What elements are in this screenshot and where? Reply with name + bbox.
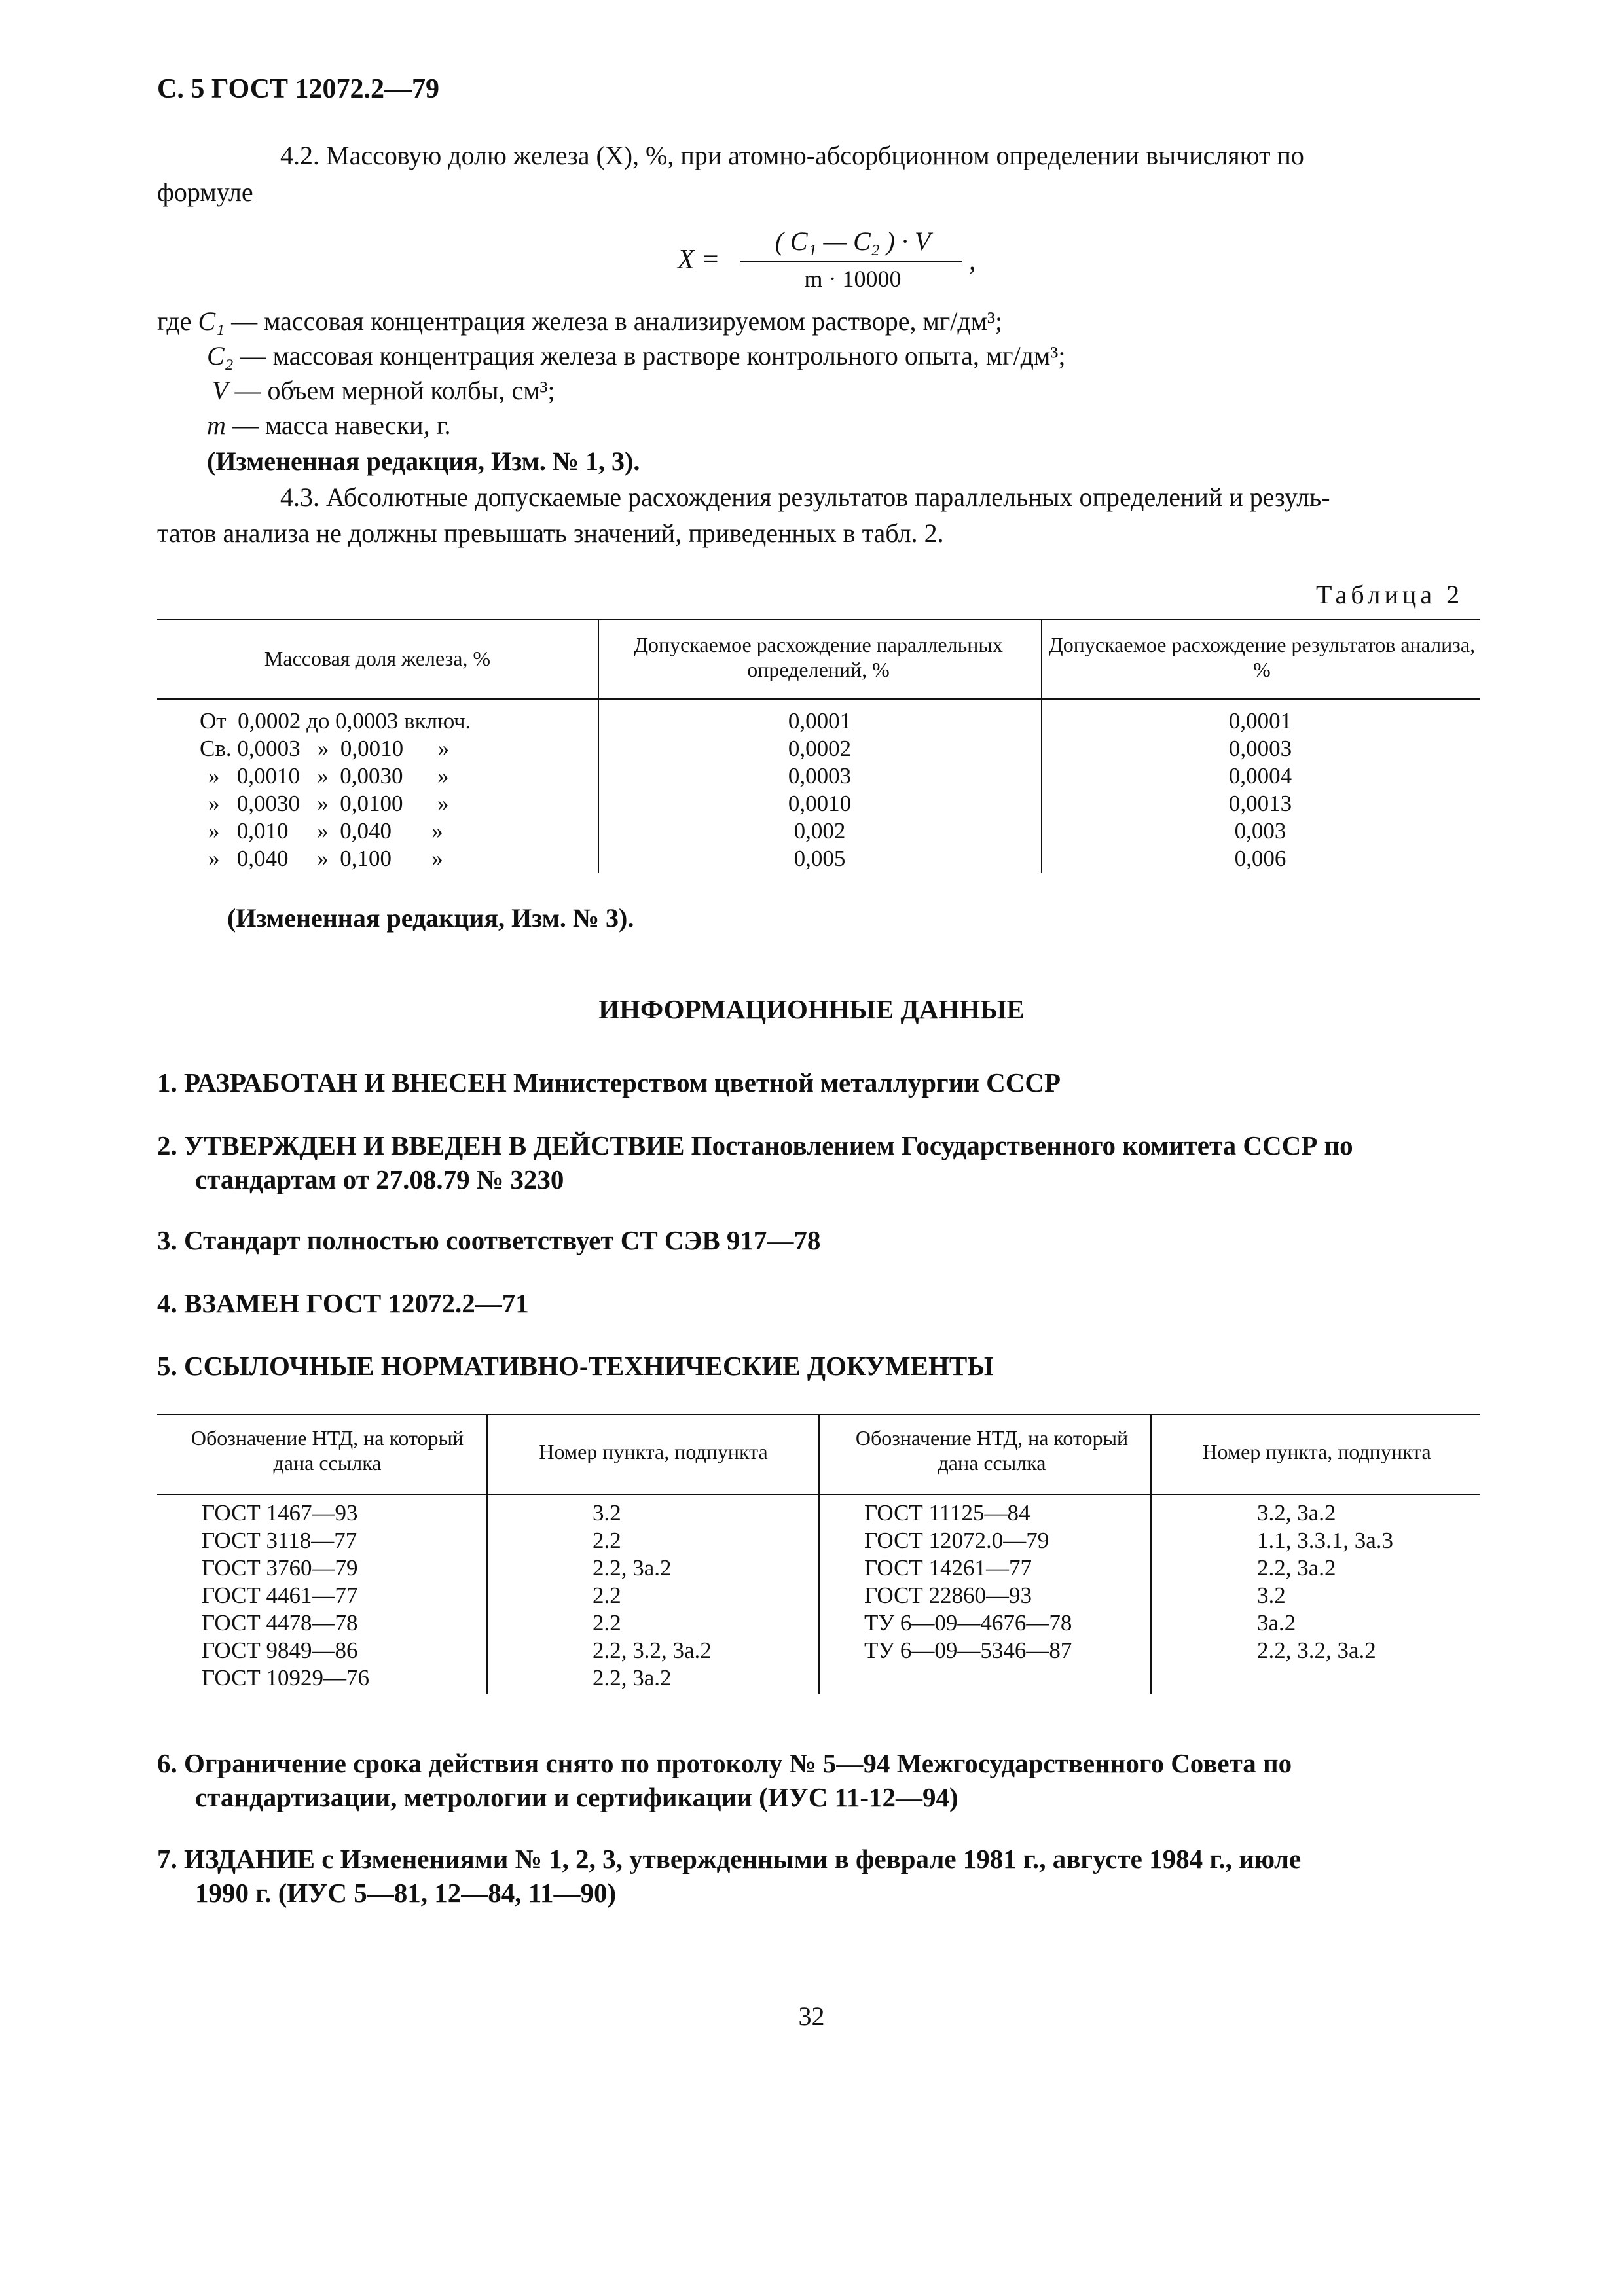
where-line-c1: [157, 306, 1002, 336]
table2-r4-c3: 0,0013: [1228, 791, 1292, 816]
formula-trailing-comma: ,: [969, 246, 976, 276]
ref-right-r5-clause: 3а.2: [1257, 1610, 1296, 1636]
ref-right-r2-doc: ГОСТ 12072.0—79: [864, 1528, 1049, 1553]
table2-r6-c2: 0,005: [793, 846, 846, 871]
info-title: ИНФОРМАЦИОННЫЕ ДАННЫЕ: [598, 994, 1025, 1024]
table2-r4-c1: » 0,0030 » 0,0100 »: [208, 791, 449, 816]
ref-right-r1-clause: 3.2, 3а.2: [1257, 1500, 1336, 1526]
para-4-3-line2: татов анализа не должны превышать значений, приведенных в табл. 2.: [157, 518, 944, 548]
ref-left-r3-doc: ГОСТ 3760—79: [202, 1555, 358, 1581]
change-note-1: (Измененная редакция, Изм. № 1, 3).: [207, 446, 640, 476]
where-desc-c2: — массовая концентрация железа в растворе контрольного опыта, мг/дм³;: [233, 341, 1066, 370]
ref-left-r4-clause: 2.2: [593, 1583, 621, 1608]
table2-vline-2: [1041, 619, 1042, 873]
ref-right-r3-clause: 2.2, 3а.2: [1257, 1555, 1336, 1581]
info-item-4: 4. ВЗАМЕН ГОСТ 12072.2—71: [157, 1288, 529, 1318]
where-desc-c1: — массовая концентрация железа в анализируемом растворе, мг/дм³;: [225, 306, 1003, 336]
info-item-6-line2: стандартизации, метрологии и сертификации (ИУС 11-12—94): [195, 1782, 958, 1812]
table2-r2-c3: 0,0003: [1228, 736, 1292, 761]
info-item-1: 1. РАЗРАБОТАН И ВНЕСЕН Министерством цветной металлургии СССР: [157, 1067, 1061, 1098]
table2-r6-c3: 0,006: [1234, 846, 1286, 871]
formula-denominator: m · 10000: [804, 266, 902, 292]
ref-right-r1-doc: ГОСТ 11125—84: [864, 1500, 1030, 1526]
info-item-3: 3. Стандарт полностью соответствует СТ СЭВ 917—78: [157, 1225, 821, 1255]
formula: [678, 226, 976, 298]
symbol-v: V: [212, 376, 228, 405]
table2-r4-c2: 0,0010: [788, 791, 852, 816]
ref-right-r6-clause: 2.2, 3.2, 3а.2: [1257, 1638, 1376, 1663]
symbol-c1: C₁: [198, 306, 225, 336]
table2-vline-1: [598, 619, 599, 873]
table2-r6-c1: » 0,040 » 0,100 »: [208, 846, 443, 871]
ref-header-col3: Обозначение НТД, на который дана ссылка: [855, 1426, 1129, 1475]
formula-numerator: ( C₁ — C₂ ) · V: [775, 226, 931, 256]
where-line-c2: [207, 341, 1065, 371]
info-item-2-line2: стандартам от 27.08.79 № 3230: [195, 1164, 564, 1194]
table2-r2-c1: Св. 0,0003 » 0,0010 »: [200, 736, 450, 761]
where-prefix: где: [157, 306, 198, 336]
ref-table-vline-3: [1150, 1414, 1152, 1694]
para-4-3-line1: 4.3. Абсолютные допускаемые расхождения результатов параллельных определений и резуль-: [280, 482, 1330, 512]
symbol-c2: C₂: [207, 341, 234, 370]
formula-lhs: X =: [678, 245, 720, 275]
ref-left-r5-doc: ГОСТ 4478—78: [202, 1610, 358, 1636]
change-note-2: (Измененная редакция, Изм. № 3).: [227, 903, 634, 933]
ref-left-r5-clause: 2.2: [593, 1610, 621, 1636]
ref-table-vline-1: [486, 1414, 488, 1694]
formula-fraction-bar: [740, 261, 962, 262]
ref-left-r6-clause: 2.2, 3.2, 3а.2: [593, 1638, 712, 1663]
table2-header-rule: [157, 698, 1480, 700]
ref-left-r4-doc: ГОСТ 4461—77: [202, 1583, 358, 1608]
table2-r5-c1: » 0,010 » 0,040 »: [208, 818, 443, 844]
ref-left-r2-clause: 2.2: [593, 1528, 621, 1553]
ref-right-r4-doc: ГОСТ 22860—93: [864, 1583, 1032, 1608]
ref-header-col4: Номер пункта, подпункта: [1202, 1440, 1431, 1463]
where-line-v: [212, 376, 555, 406]
ref-table-vline-2: [818, 1414, 820, 1694]
ref-right-r2-clause: 1.1, 3.3.1, 3а.3: [1257, 1528, 1394, 1553]
where-line-m: [207, 410, 450, 440]
symbol-m: m: [207, 410, 226, 440]
ref-left-r1-doc: ГОСТ 1467—93: [202, 1500, 358, 1526]
table2-r1-c1: От 0,0002 до 0,0003 включ.: [200, 708, 471, 734]
ref-left-r2-doc: ГОСТ 3118—77: [202, 1528, 357, 1553]
info-item-7-line1: 7. ИЗДАНИЕ с Изменениями № 1, 2, 3, утвержденными в феврале 1981 г., августе 1984 г., июле: [157, 1844, 1302, 1874]
ref-right-r6-doc: ТУ 6—09—5346—87: [864, 1638, 1072, 1663]
info-item-2-line1: 2. УТВЕРЖДЕН И ВВЕДЕН В ДЕЙСТВИЕ Постановлением Государственного комитета СССР по: [157, 1130, 1353, 1160]
info-item-7-line2: 1990 г. (ИУС 5—81, 12—84, 11—90): [195, 1878, 617, 1908]
ref-right-r4-clause: 3.2: [1257, 1583, 1286, 1608]
table2-r1-c3: 0,0001: [1228, 708, 1292, 734]
ref-left-r7-clause: 2.2, 3а.2: [593, 1665, 672, 1691]
table2-r5-c3: 0,003: [1234, 818, 1286, 844]
para-4-2-line2: формуле: [157, 177, 253, 207]
ref-header-col1: Обозначение НТД, на который дана ссылка: [191, 1426, 464, 1475]
ref-header-col2: Номер пункта, подпункта: [539, 1440, 768, 1463]
table2-r5-c2: 0,002: [793, 818, 846, 844]
table2-top-rule: [157, 619, 1480, 620]
where-desc-v: — объем мерной колбы, см³;: [228, 376, 555, 405]
where-desc-m: — масса навески, г.: [225, 410, 451, 440]
table2-r3-c3: 0,0004: [1228, 763, 1292, 789]
table2-r2-c2: 0,0002: [788, 736, 852, 761]
para-4-2-line1: 4.2. Массовую долю железа (X), %, при атомно-абсорбционном определении вычисляют по: [280, 141, 1304, 170]
ref-left-r7-doc: ГОСТ 10929—76: [202, 1665, 370, 1691]
table2-header-col3: Допускаемое расхождение результатов анализа, %: [1048, 633, 1476, 681]
table2-r3-c1: » 0,0010 » 0,0030 »: [208, 763, 449, 789]
ref-left-r6-doc: ГОСТ 9849—86: [202, 1638, 358, 1663]
ref-left-r1-clause: 3.2: [593, 1500, 621, 1526]
table2-header-col1: Массовая доля железа, %: [264, 647, 491, 670]
table2-r3-c2: 0,0003: [788, 763, 852, 789]
table2-header-col2: Допускаемое расхождение параллельных определений, %: [634, 633, 1003, 681]
ref-right-r5-doc: ТУ 6—09—4676—78: [864, 1610, 1072, 1636]
info-item-5: 5. ССЫЛОЧНЫЕ НОРМАТИВНО-ТЕХНИЧЕСКИЕ ДОКУМЕНТЫ: [157, 1351, 994, 1381]
page-header: С. 5 ГОСТ 12072.2—79: [157, 74, 440, 104]
ref-left-r3-clause: 2.2, 3а.2: [593, 1555, 672, 1581]
info-item-6-line1: 6. Ограничение срока действия снято по протоколу № 5—94 Межгосударственного Совета по: [157, 1748, 1292, 1778]
ref-right-r3-doc: ГОСТ 14261—77: [864, 1555, 1032, 1581]
table2-caption: Таблица 2: [1316, 580, 1464, 609]
table2-r1-c2: 0,0001: [788, 708, 852, 734]
page-number: 32: [798, 2001, 825, 2031]
